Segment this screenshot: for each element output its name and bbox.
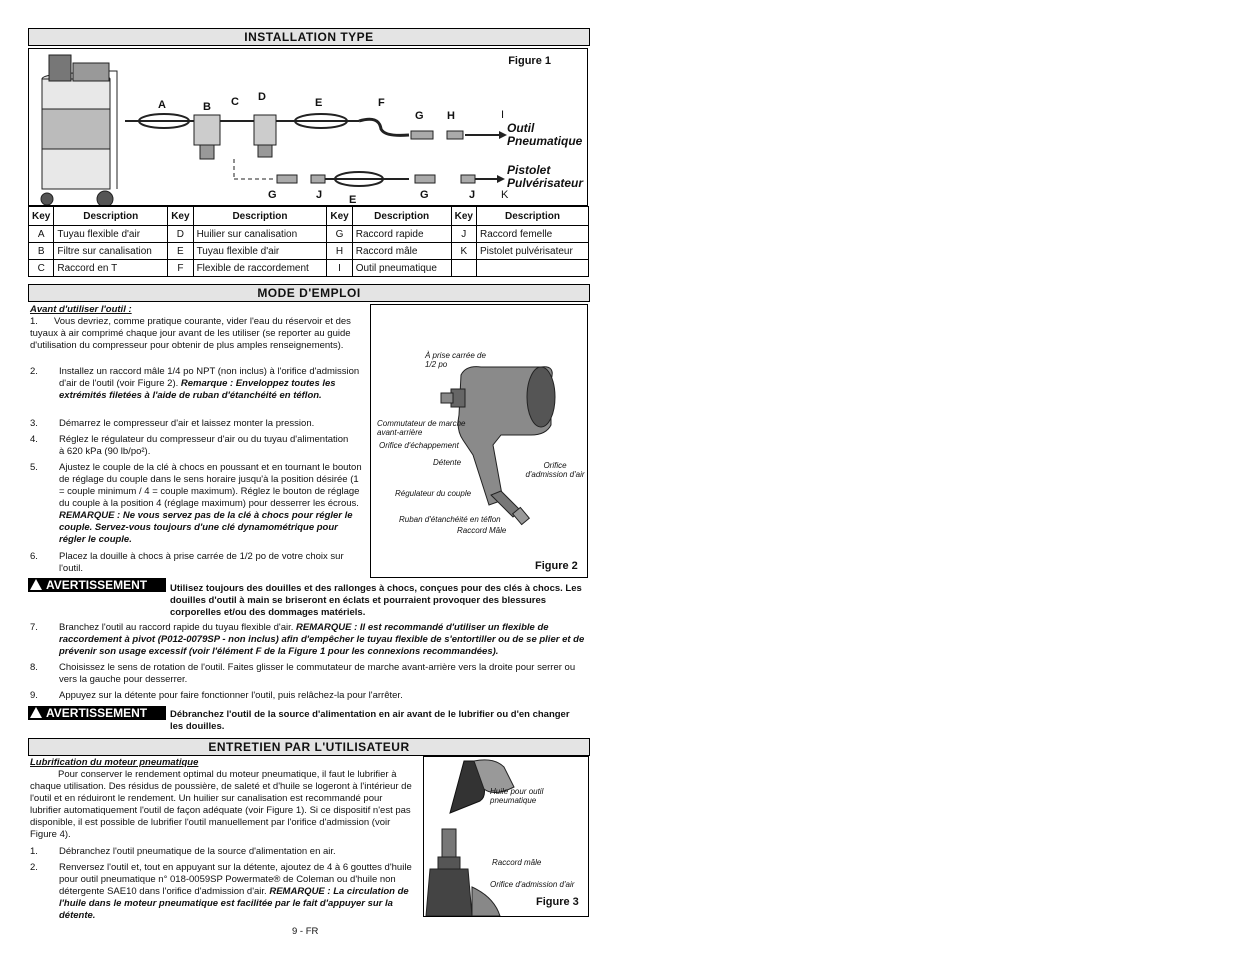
callout-trigger: Détente [433, 458, 462, 467]
step-note: REMARQUE : La circulation de l'huile dans le moteur pneumatique est facilitée par le fait d'appuyer sur la détente. [59, 886, 409, 921]
callout-exhaust: Orifice d'échappement [379, 441, 459, 450]
table-cell: Flexible de raccordement [193, 260, 327, 277]
table-cell: G [327, 226, 352, 243]
header-description: Description [476, 207, 588, 226]
step-text: Appuyez sur la détente pour faire fonctionner l'outil, puis relâchez-la pour l'arrêter. [59, 690, 403, 701]
table-cell: Tuyau flexible d'air [54, 226, 168, 243]
page-number: 9 - FR [292, 926, 319, 937]
entretien-paragraph: Pour conserver le rendement optimal du moteur pneumatique, il faut le lubrifier à chaque utilisation. Des résidus de poussière, de saleté et d'huile se logeront à l'intérieur de l'outil et en réduiront le rendement. Un huilier sur canalisation est recommandé pour lubrifier automatiquement l'outil de façon adéquate (voir Figure 1). Si ce dispositif n'est pas disponible, il est possible de lubrifier l'outil manuellement par l'orifice d'admission (voir Figure 4). [30, 769, 412, 840]
letter-e: E [315, 97, 323, 109]
callout-male-fitting: Raccord Mâle [457, 526, 507, 535]
table-cell: Huilier sur canalisation [193, 226, 327, 243]
step-1-number: 1. [30, 316, 38, 327]
figure-2-label: Figure 2 [535, 560, 578, 572]
figure-1-diagram [28, 48, 588, 206]
step-text: Ajustez le couple de la clé à chocs en poussant et en tournant le bouton de réglage du couple dans le sens horaire jusqu'à la position désirée (1 = couple minimum / 4 = couple maximum). Réglez le bouton de réglage du couple à la position 4 (réglage maximum) pour desserrer les écrous. [59, 462, 362, 509]
step-note: REMARQUE : Il est recommandé d'utiliser un flexible de raccordement à pivot (P012-0079SP - non inclus) afin d'empêcher le tuyau flexible de s'entortiller ou de se plier et de prévenir son usage excessif (voir l'élément F de la Figure 1 pour les connexions recommandées). [59, 622, 585, 657]
letter-k-bottom: K [501, 189, 509, 201]
table-cell: Raccord femelle [476, 226, 588, 243]
letter-d: D [258, 91, 266, 103]
step-4 [30, 434, 364, 460]
table-cell: Pistolet pulvérisateur [476, 243, 588, 260]
step-number: 2. [30, 366, 38, 377]
entretien-step-1 [30, 846, 420, 860]
step-text: Démarrez le compresseur d'air et laissez monter la pression. [59, 418, 315, 429]
step-text: Installez un raccord mâle 1/4 po NPT (non inclus) à l'orifice d'admission d'air de l'outil (voir Figure 2). [59, 366, 360, 389]
warning-text-1: Utilisez toujours des douilles et des rallonges à chocs, conçues pour des clés à chocs. Les douilles d'outil à main se briseront en éclats et pourraient provoquer des blessures corporelles et/ou des dommages matériels. [170, 583, 582, 618]
letter-e-bottom: E [349, 194, 357, 206]
letter-g-bottom-2: G [420, 189, 429, 201]
table-cell: J [451, 226, 476, 243]
section-header-entretien: ENTRETIEN PAR L'UTILISATEUR [28, 738, 590, 756]
step-number: 6. [30, 551, 38, 562]
step-1-text: Vous devriez, comme pratique courante, vider l'eau du réservoir et des tuyaux à air comprimé chaque jour avant de les utiliser (se reporter au guide d'utilisation du compresseur pour obtenir de plus amples renseignements). [30, 316, 351, 351]
step-number: 9. [30, 690, 38, 701]
callout-forward-reverse: Commutateur de marche avant-arrière [377, 419, 466, 437]
key-table-header-row [29, 207, 589, 226]
table-cell: F [168, 260, 193, 277]
compressor-system-illustration [29, 49, 587, 205]
figure-1-label: Figure 1 [508, 55, 551, 67]
section-header-installation: INSTALLATION TYPE [28, 28, 590, 46]
step-number: 4. [30, 434, 38, 445]
callout-male-fitting-3: Raccord mâle [492, 858, 542, 867]
header-key: Key [168, 207, 193, 226]
warning-text-2: Débranchez l'outil de la source d'alimentation en air avant de le lubrifier ou d'en changer les douilles. [170, 709, 570, 732]
letter-a: A [158, 99, 166, 111]
letter-f: F [378, 97, 385, 109]
step-text: Débranchez l'outil pneumatique de la source d'alimentation en air. [59, 846, 336, 857]
step-text: Choisissez le sens de rotation de l'outil. Faites glisser le commutateur de marche avant-arrière vers la droite pour serrer ou vers la gauche pour desserrer. [59, 662, 576, 685]
letter-g: G [415, 110, 424, 122]
step-number: 1. [30, 846, 38, 857]
table-cell: H [327, 243, 352, 260]
warning-badge-2 [28, 706, 166, 720]
callout-torque-regulator: Régulateur du couple [395, 489, 472, 498]
step-7 [30, 622, 590, 660]
step-text: Réglez le régulateur du compresseur d'air ou du tuyau d'alimentation à 620 kPa (90 lb/po²). [59, 434, 349, 457]
callout-square-drive: À prise carrée de 1/2 po [425, 351, 486, 369]
step-note: REMARQUE : Ne vous servez pas de la clé à chocs pour régler le couple. Servez-vous toujours d'une clé dynamométrique pour régler le couple. [59, 510, 353, 545]
header-key: Key [327, 207, 352, 226]
entretien-step-2 [30, 862, 420, 924]
callout-air-tool-oil: Huile pour outil pneumatique [490, 787, 544, 805]
step-number: 7. [30, 622, 38, 633]
step-number: 2. [30, 862, 38, 873]
header-description: Description [352, 207, 451, 226]
table-cell: Tuyau flexible d'air [193, 243, 327, 260]
letter-j-bottom-2: J [469, 189, 476, 201]
callout-air-inlet: Orifice d'admission d'air [525, 461, 585, 479]
table-cell: Raccord mâle [352, 243, 451, 260]
letter-h: H [447, 110, 455, 122]
step-number: 3. [30, 418, 38, 429]
step-text: Placez la douille à chocs à prise carrée de 1/2 po de votre choix sur l'outil. [59, 551, 344, 574]
warning-badge-1 [28, 578, 166, 592]
mode-subtitle: Avant d'utiliser l'outil : [30, 304, 132, 315]
table-row [29, 243, 589, 260]
table-cell: I [327, 260, 352, 277]
table-cell: Outil pneumatique [352, 260, 451, 277]
letter-g-bottom: G [268, 189, 277, 201]
table-cell: A [29, 226, 54, 243]
step-9 [30, 690, 590, 704]
oiling-illustration [424, 757, 588, 916]
step-5 [30, 462, 364, 548]
header-description: Description [54, 207, 168, 226]
section-header-mode-emploi: MODE D'EMPLOI [28, 284, 590, 302]
outil-label: Outil Pneumatique [507, 121, 583, 148]
step-number: 5. [30, 462, 38, 473]
step-6 [30, 551, 364, 577]
table-cell: E [168, 243, 193, 260]
table-cell [451, 260, 476, 277]
figure-3-label: Figure 3 [536, 896, 579, 908]
step-3 [30, 418, 364, 432]
callout-teflon-tape: Ruban d'étanchéité en téflon [399, 515, 501, 524]
step-1 [30, 316, 362, 352]
header-key: Key [451, 207, 476, 226]
letter-c: C [231, 96, 239, 108]
pistolet-label: Pistolet Pulvérisateur [507, 163, 584, 190]
warning-triangle-icon [30, 707, 42, 718]
table-cell [476, 260, 588, 277]
table-cell: Raccord en T [54, 260, 168, 277]
table-cell: Raccord rapide [352, 226, 451, 243]
table-row [29, 260, 589, 277]
table-cell: B [29, 243, 54, 260]
entretien-subtitle: Lubrification du moteur pneumatique [30, 757, 199, 768]
table-cell: K [451, 243, 476, 260]
table-cell: D [168, 226, 193, 243]
warning-triangle-icon [30, 579, 42, 590]
header-key: Key [29, 207, 54, 226]
header-description: Description [193, 207, 327, 226]
warning-label: AVERTISSEMENT [46, 578, 148, 592]
step-text: Branchez l'outil au raccord rapide du tuyau flexible d'air. [59, 622, 294, 633]
letter-i: I [501, 109, 505, 121]
table-cell: Filtre sur canalisation [54, 243, 168, 260]
letter-j-bottom: J [316, 189, 323, 201]
step-text: Renversez l'outil et, tout en appuyant sur la détente, ajoutez de 4 à 6 gouttes d'huile pour outil pneumatique n° 018-0059SP Powermate® de Coleman ou d'huile non détergente SAE10 dans l'orifice d'admission d'air. [59, 862, 412, 897]
warning-label: AVERTISSEMENT [46, 706, 148, 720]
step-2 [30, 366, 364, 416]
table-cell: C [29, 260, 54, 277]
step-note: Remarque : Enveloppez toutes les extrémités filetées à l'aide de ruban d'étanchéité en téflon. [59, 378, 336, 401]
table-row [29, 226, 589, 243]
letter-b: B [203, 101, 211, 113]
figure-2-box [370, 304, 588, 578]
step-number: 8. [30, 662, 38, 673]
callout-air-inlet-3: Orifice d'admission d'air [490, 880, 575, 889]
figure-3-box [423, 756, 589, 917]
key-table [28, 206, 589, 277]
step-8 [30, 662, 590, 688]
